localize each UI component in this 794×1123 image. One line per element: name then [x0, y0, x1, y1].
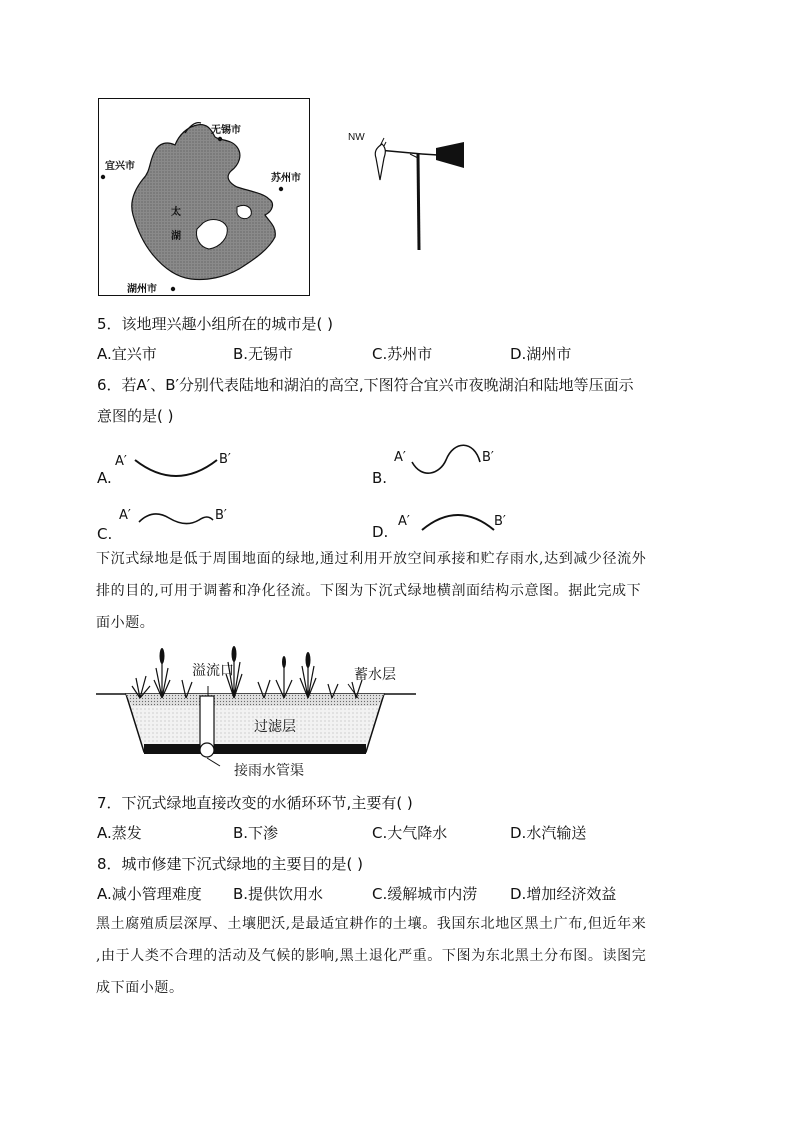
- cross-section-drawing: [96, 640, 416, 780]
- q6-option-a-letter: A.: [97, 469, 112, 487]
- map-label-yixing: 宜兴市: [105, 161, 135, 172]
- q7-option-d[interactable]: D.水汽输送: [510, 824, 587, 842]
- wind-direction-label: NW: [348, 132, 365, 143]
- lake-name-char-2: 湖: [171, 231, 181, 242]
- passage-2-line-1: 黑土腐殖质层深厚、土壤肥沃,是最适宜耕作的土壤。我国东北地区黑土广布,但近年来: [96, 916, 647, 932]
- question-7-stem: 7．下沉式绿地直接改变的水循环环节,主要有( ): [97, 794, 413, 812]
- passage-sunken-greenland: [96, 543, 706, 639]
- q6-d-point-b: B′: [494, 514, 506, 529]
- q6-a-curve: [131, 454, 221, 484]
- q6-c-point-b: B′: [215, 508, 227, 523]
- question-6-stem-line1: 6．若A′、B′分别代表陆地和湖泊的高空,下图符合宜兴市夜晚湖泊和陆地等压面示: [97, 376, 634, 394]
- q5-option-b[interactable]: B.无锡市: [233, 345, 294, 363]
- map-label-huzhou: 湖州市: [127, 284, 157, 295]
- huzhou-dot: [171, 287, 175, 291]
- q6-c-point-a: A′: [119, 508, 131, 523]
- q8-option-b[interactable]: B.提供饮用水: [233, 885, 324, 903]
- q6-b-point-b: B′: [482, 450, 494, 465]
- q7-option-c[interactable]: C.大气降水: [372, 824, 448, 842]
- q5-option-a[interactable]: A.宜兴市: [97, 345, 157, 363]
- label-filter-layer: 过滤层: [254, 719, 296, 735]
- q8-option-c[interactable]: C.缓解城市内涝: [372, 885, 478, 903]
- question-5-stem: 5．该地理兴趣小组所在的城市是( ): [97, 315, 334, 333]
- q5-option-c[interactable]: C.苏州市: [372, 345, 433, 363]
- q5-option-d[interactable]: D.湖州市: [510, 345, 572, 363]
- passage-black-soil: [96, 908, 706, 1004]
- weathervane-figure: [340, 118, 470, 258]
- q6-a-point-b: B′: [219, 452, 231, 467]
- q8-option-a[interactable]: A.减小管理难度: [97, 885, 202, 903]
- q6-option-a[interactable]: [95, 446, 255, 486]
- passage-1-line-3: 面小题。: [96, 615, 155, 631]
- lake-name-char-1: 太: [171, 207, 181, 218]
- q6-option-b[interactable]: [370, 440, 530, 486]
- label-rainwater-pipe: 接雨水管渠: [234, 763, 304, 779]
- q8-option-d[interactable]: D.增加经济效益: [510, 885, 617, 903]
- q6-b-point-a: A′: [394, 450, 406, 465]
- map-label-suzhou: 苏州市: [271, 173, 301, 184]
- q6-option-d[interactable]: [370, 508, 530, 548]
- q6-a-point-a: A′: [115, 454, 127, 469]
- question-6-stem-line2: 意图的是( ): [97, 407, 174, 425]
- q6-option-c-letter: C.: [97, 525, 113, 543]
- taihu-lake-shape: [99, 99, 309, 295]
- suzhou-dot: [279, 187, 283, 191]
- yixing-dot: [101, 175, 105, 179]
- q6-d-point-a: A′: [398, 514, 410, 529]
- q6-d-curve: [418, 508, 498, 534]
- passage-1-line-1: 下沉式绿地是低于周围地面的绿地,通过利用开放空间承接和贮存雨水,达到减少径流外: [96, 551, 647, 567]
- q7-option-a[interactable]: A.蒸发: [97, 824, 142, 842]
- sunken-greenland-diagram: [96, 640, 416, 780]
- passage-2-line-2: ,由于人类不合理的活动及气候的影响,黑土退化严重。下图为东北黑土分布图。读图完: [96, 948, 647, 964]
- passage-1-line-2: 排的目的,可用于调蓄和净化径流。下图为下沉式绿地横剖面结构示意图。据此完成下: [96, 583, 642, 599]
- q7-option-b[interactable]: B.下渗: [233, 824, 279, 842]
- question-8-stem: 8．城市修建下沉式绿地的主要目的是( ): [97, 855, 364, 873]
- wuxi-dot: [218, 137, 222, 141]
- label-overflow-outlet: 溢流口: [192, 663, 234, 679]
- map-label-wuxi: 无锡市: [211, 125, 241, 136]
- q6-option-c[interactable]: [95, 506, 255, 546]
- q6-option-d-letter: D.: [372, 523, 389, 541]
- passage-2-line-3: 成下面小题。: [96, 980, 184, 996]
- q6-c-curve: [135, 508, 217, 532]
- label-storage-layer: 蓄水层: [354, 667, 396, 683]
- q6-b-curve: [408, 440, 484, 480]
- q6-option-b-letter: B.: [372, 469, 388, 487]
- taihu-map-figure: [98, 98, 310, 296]
